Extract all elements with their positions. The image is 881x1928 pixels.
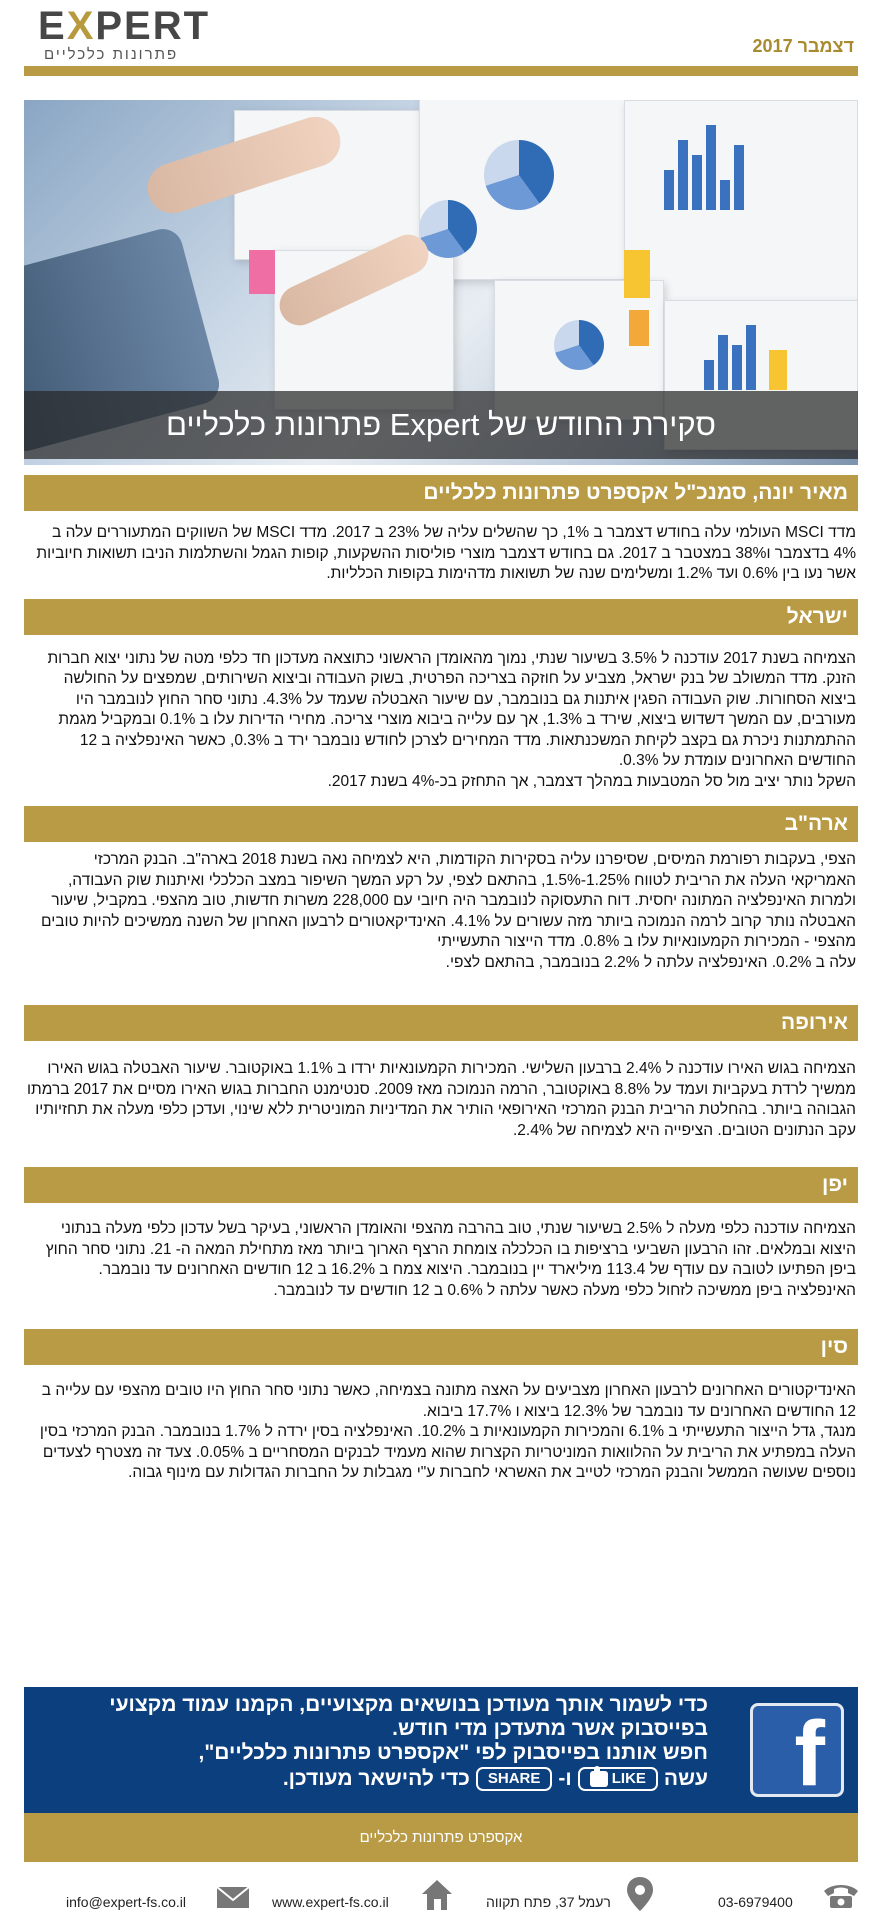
section-body-europe bbox=[24, 1041, 858, 1141]
footer-company-bar: אקספרט פתרונות כלכליים bbox=[24, 1813, 858, 1862]
logo-tagline: פתרונות כלכליים bbox=[44, 46, 179, 63]
paragraph: הצמיחה בשנת 2017 עודכנה ל 3.5% בשיעור שנתי, נמוך מהאומדן הראשוני כתוצאה מעדכון חד כלפי מטה של נתוני יצוא חברות הזנק. מדד המשולב של בנק ישראל, מצביע על חוזקה בצריכה הפרטית, בשוק העבודה וביצוא השירותים, שמפצים על החולשה ביצוא הסחורות. שוק העבודה הפגין איתנות גם בנובמבר, עם שיעור האבטלה שעמד על 4.3%. נתוני סחר החוץ לנובמבר היו מעורבים, עם המשך דשדוש ביצוא, שירד ב 1.3%, אך עם עלייה ביבוא מוצרי צריכה. מחירי הדירות עלו ב 0.1% ובמקביל מגמת ההתמתנות ניכרת גם בקצב לקיחת המשכנתאות. מדד המחירים לצרכן לחודש נובמבר ירד ב 0.3%, כאשר האינפלציה ב 12 החודשים האחרונים עומדת על 0.3%. bbox=[47, 649, 856, 769]
phone-icon bbox=[822, 1882, 860, 1915]
paragraph: עלה ב 0.2%. האינפלציה עלתה ל 2.2% בנובמבר, בהתאם לצפי. bbox=[445, 953, 856, 971]
map-pin-icon bbox=[626, 1876, 654, 1917]
facebook-line-2: בפייסבוק אשר מתעדכן מדי חודש. bbox=[392, 1717, 708, 1740]
issue-date: דצמבר 2017 bbox=[752, 36, 854, 56]
paragraph: הצפי, בעקבות רפורמת המיסים, שסיפרנו עליה בסקירות הקודמות, היא לצמיחה נאה בשנת 2018 בארה"ב. הבנק המרכזי האמריקאי העלה את הריבית לטווח 1.25%-1.5%, בהתאם לצפי, על רקע המשך השיפור במצב הכלכלי ואיתנות שוק העבודה, ולמרות האינפלציה המתונה יחסית. דוח התעסוקה לנובמבר היה חיובי עם 228,000 משרות חדשות, טוב מהצפי. במקביל, שיעור האבטלה נותר קרוב לרמה הנמוכה ביותר מזה עשורים על 4.1%. האינדיקאטורים לרבעון האחרון של השנה ממשיכים להיות טובים מהצפי - המכירות הקמעונאיות עלו ב 0.8%. מדד הייצור התעשייתי bbox=[41, 851, 856, 950]
paragraph: הצמיחה עודכנה כלפי מעלה ל 2.5% בשיעור שנתי, טוב בהרבה מהצפי והאומדן הראשוני, בעיקר בשל עדכון כלפי מעלה בנתוני היצוא ובמלאים. זהו הרבעון השביעי ברציפות בו הכלכלה צומחת הרצף הארוך ביותר מאז מתחילת המאה ה- 21. נתוני סחר החוץ ביפן הפתיעו לטובה עם עודף של 113.4 מיליארד יין בנובמבר. היצוא צמח ב 16.2% ב 12 חודשים האחרונים עד נובמבר. האינפלציה ביפן ממשיכה לזחול כלפי מעלה כאשר עלתה ל 0.6% ב 12 חודשים עד לנובמבר. bbox=[45, 1220, 856, 1299]
section-header-china: סין bbox=[24, 1329, 858, 1365]
logo-wordmark: EXPERT bbox=[38, 4, 211, 48]
envelope-icon bbox=[216, 1884, 250, 1915]
contact-row bbox=[0, 1872, 881, 1928]
section-header-ceo: מאיר יונה, סמנכ"ל אקספרט פתרונות כלכליים bbox=[24, 475, 858, 511]
share-button[interactable]: SHARE bbox=[476, 1767, 553, 1791]
thumbs-up-icon bbox=[590, 1771, 608, 1787]
section-header-japan: יפן bbox=[24, 1167, 858, 1203]
facebook-line-1: כדי לשמור אותך מעודכן בנושאים מקצועיים, הקמנו עמוד מקצועי bbox=[109, 1693, 708, 1716]
header-divider bbox=[24, 66, 858, 76]
facebook-banner-text bbox=[48, 1693, 708, 1791]
facebook-banner[interactable] bbox=[24, 1687, 858, 1813]
section-header-europe: אירופה bbox=[24, 1005, 858, 1041]
paragraph: האינדיקטורים האחרונים לרבעון האחרון מצביעים על האצה מתונה בצמיחה, כאשר נתוני סחר החוץ היו טובים מהצפי עם עלייה ב 12 החודשים האחרונים עד נובמבר של 12.3% ביצוא ו 17.7% ביבוא. bbox=[41, 1382, 856, 1420]
email-link[interactable]: info@expert-fs.co.il bbox=[66, 1894, 187, 1910]
section-header-usa: ארה"ב bbox=[24, 806, 858, 842]
facebook-line-4 bbox=[48, 1767, 708, 1791]
phone-number[interactable]: 03-6979400 bbox=[718, 1894, 793, 1910]
facebook-line-3: חפש אותנו בפייסבוק לפי "אקספרט פתרונות כלכליים", bbox=[198, 1741, 708, 1764]
hero-caption: סקירת החודש של Expert פתרונות כלכליים bbox=[24, 391, 858, 459]
do-label: עשה bbox=[663, 1767, 708, 1790]
hero-image bbox=[24, 100, 858, 465]
like-button[interactable]: LIKE bbox=[578, 1767, 658, 1791]
paragraph: הצמיחה בגוש האירו עודכנה ל 2.4% ברבעון השלישי. המכירות הקמעונאיות ירדו ב 1.1% באוקטובר. שיעור האבטלה בגוש האירו ממשיך לרדת בעקביות ועמד על 8.8% באוקטובר, הרמה הנמוכה מאז 2009. סנטימנט החברות בגוש האירו מסיים את 2017 ברמתו הגבוהה ביותר. בהחלטת הריבית הבנק המרכזי האירופאי הותיר את המדיניות המוניטרית ללא שינוי, ועדכן כלפי מעלה את תחזיותיו עקב הנתונים הטובים. הציפייה היא לצמיחה של 2.4%. bbox=[27, 1060, 856, 1139]
section-body-usa bbox=[24, 842, 858, 973]
facebook-icon[interactable]: f bbox=[750, 1703, 844, 1797]
and-label: ו- bbox=[558, 1767, 572, 1790]
stay-updated-label: כדי להישאר מעודכן. bbox=[282, 1767, 470, 1790]
expert-logo[interactable] bbox=[38, 6, 218, 63]
section-body-japan bbox=[24, 1203, 858, 1301]
home-icon bbox=[420, 1878, 454, 1917]
section-body-china bbox=[24, 1365, 858, 1484]
section-body-ceo bbox=[24, 511, 858, 585]
website-link[interactable]: www.expert-fs.co.il bbox=[272, 1894, 389, 1910]
header bbox=[24, 0, 858, 66]
section-header-israel: ישראל bbox=[24, 599, 858, 635]
section-body-israel bbox=[24, 635, 858, 793]
paragraph: השקל נותר יציב מול סל המטבעות במהלך דצמבר, אך התחזק בכ-4% בשנת 2017. bbox=[327, 772, 856, 790]
paragraph: מדד MSCI העולמי עלה בחודש דצמבר ב 1%, כך שהשלים עליה של 23% ב 2017. מדד MSCI של השווקים המתעוררים עלה ב 4% בדצמבר ו38% במצטבר ב 2017. גם בחודש דצמבר מוצרי פוליסות ההשקעות, קופות הגמל והשתלמות הניבו תשואות חיוביות אשר נעו בין 0.6% ועד 1.2% ומשלימים שנה של תשואות מדהימות בקופות הכלליות. bbox=[36, 524, 856, 582]
address-text: רעמל 37, פתח תקווה bbox=[486, 1894, 611, 1910]
paragraph: מנגד, גדל הייצור התעשייתי ב 6.1% והמכירות הקמעונאיות ב 10.2%. האינפלציה בסין ירדה ל 1.7% בנובמבר. הבנק המרכזי בסין העלה במפתיע את הריבית על ההלוואות המוניטריות הקצרות שהוא מעמיד לבנקים המסחריים ב 0.05%. צעד זה מצטרף לצעדים נוספים שעושה הממשל והבנק המרכזי לטייב את האשראי לחברות ע"י מגבלות על החברות הגדולות עם מינוף גבוה. bbox=[39, 1423, 856, 1481]
